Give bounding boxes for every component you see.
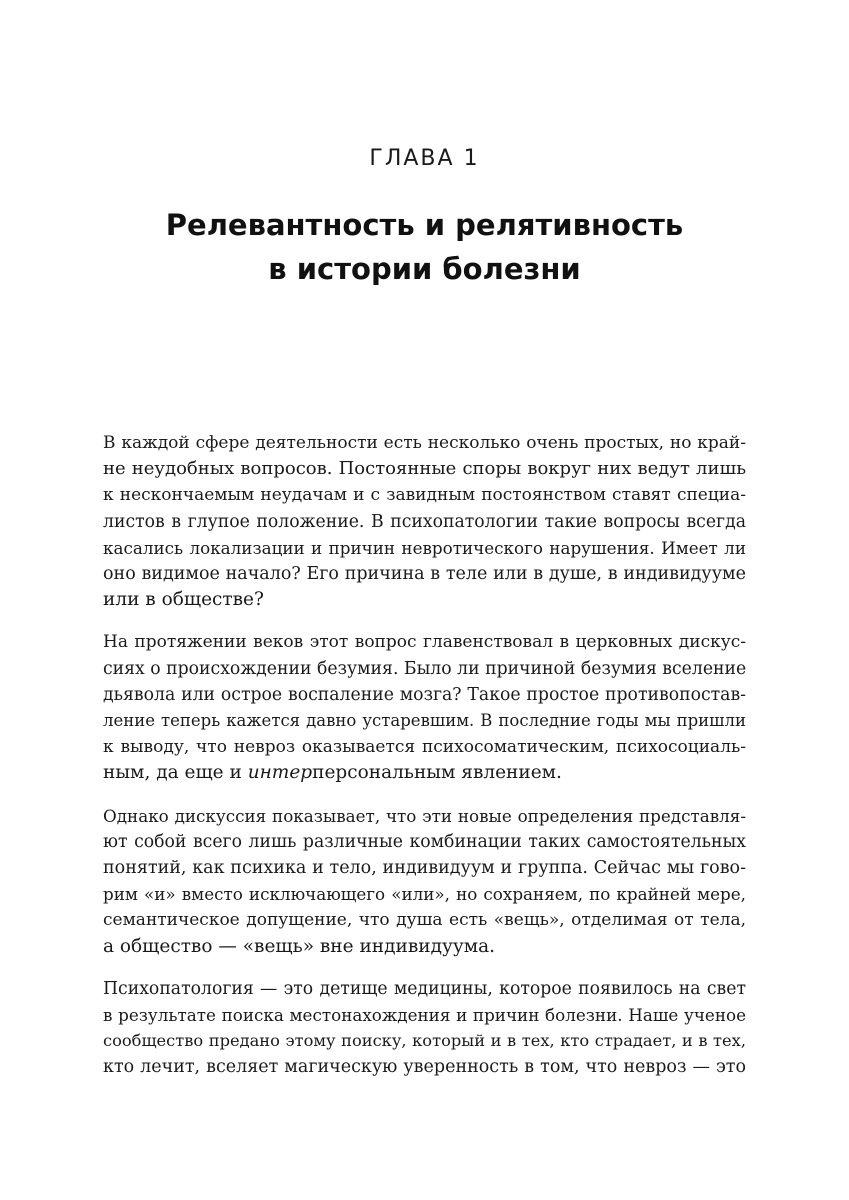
- italic-emphasis: интер: [247, 762, 313, 784]
- text-line: листов в глупое положение. В психопатологии такие вопросы всегда: [103, 511, 746, 532]
- paragraph-3: [103, 803, 746, 960]
- text-line: оно видимое начало? Его причина в теле или в душе, в индивидууме: [103, 564, 746, 585]
- text-line: В каждой сфере деятельности есть несколько очень простых, но край-: [103, 433, 746, 453]
- text-line: к нескончаемым неудачам и с завидным постоянством ставят специа-: [103, 485, 746, 506]
- text-line: ление теперь кажется давно устаревшим. В последние годы мы пришли: [103, 711, 746, 731]
- text-line: или в обществе?: [103, 589, 264, 611]
- text-line: [103, 760, 746, 786]
- text-line: ют собой всего лишь различные комбинации таких самостоятельных: [103, 831, 746, 852]
- text-line: Психопатология — это детище медицины, которое появилось на свет: [103, 978, 746, 999]
- text-line: На протяжении веков этот вопрос главенствовал в церковных дискус-: [103, 632, 746, 653]
- text-fragment: персональным явлением.: [312, 762, 562, 784]
- text-line: не неудобных вопросов. Постоянные споры вокруг них ведут лишь: [103, 458, 746, 480]
- text-line: кто лечит, вселяет магическую уверенность в том, что невроз — это: [103, 1057, 746, 1078]
- paragraph-1: [103, 430, 746, 613]
- text-line: сообщество предано этому поиску, который и в тех, кто страдает, и в тех,: [103, 1031, 746, 1051]
- chapter-title-line-2: в истории болезни: [268, 252, 581, 286]
- chapter-title: [0, 203, 849, 291]
- text-line: дьявола или острое воспаление мозга? Такое простое противопостав-: [103, 684, 746, 705]
- text-line: касались локализации и причин невротического нарушения. Имеет ли: [103, 537, 746, 558]
- paragraph-4: [103, 976, 746, 1081]
- chapter-title-line-1: Релевантность и релятивность: [165, 208, 684, 242]
- chapter-label: ГЛАВА 1: [369, 146, 480, 171]
- text-fragment: ным, да еще и: [103, 762, 248, 784]
- text-line: к выводу, что невроз оказывается психосоматическим, психосоциаль-: [103, 737, 746, 758]
- text-line: сиях о происхождении безумия. Было ли причиной безумия вселение: [103, 658, 747, 679]
- text-line: а общество — «вещь» вне индивидуума.: [103, 935, 496, 957]
- text-line: в результате поиска местонахождения и причин болезни. Наше ученое: [103, 1005, 746, 1026]
- paragraph-2: [103, 629, 746, 786]
- text-line: семантическое допущение, что душа есть «вещь», отделимая от тела,: [103, 910, 746, 931]
- body-text: [103, 430, 746, 1097]
- text-line: Однако дискуссия показывает, что эти новые определения представля-: [103, 805, 746, 826]
- text-line: рим «и» вместо исключающего «или», но сохраняем, по крайней мере,: [103, 884, 746, 905]
- text-line: понятий, как психика и тело, индивидуум и группа. Сейчас мы гово-: [103, 858, 746, 879]
